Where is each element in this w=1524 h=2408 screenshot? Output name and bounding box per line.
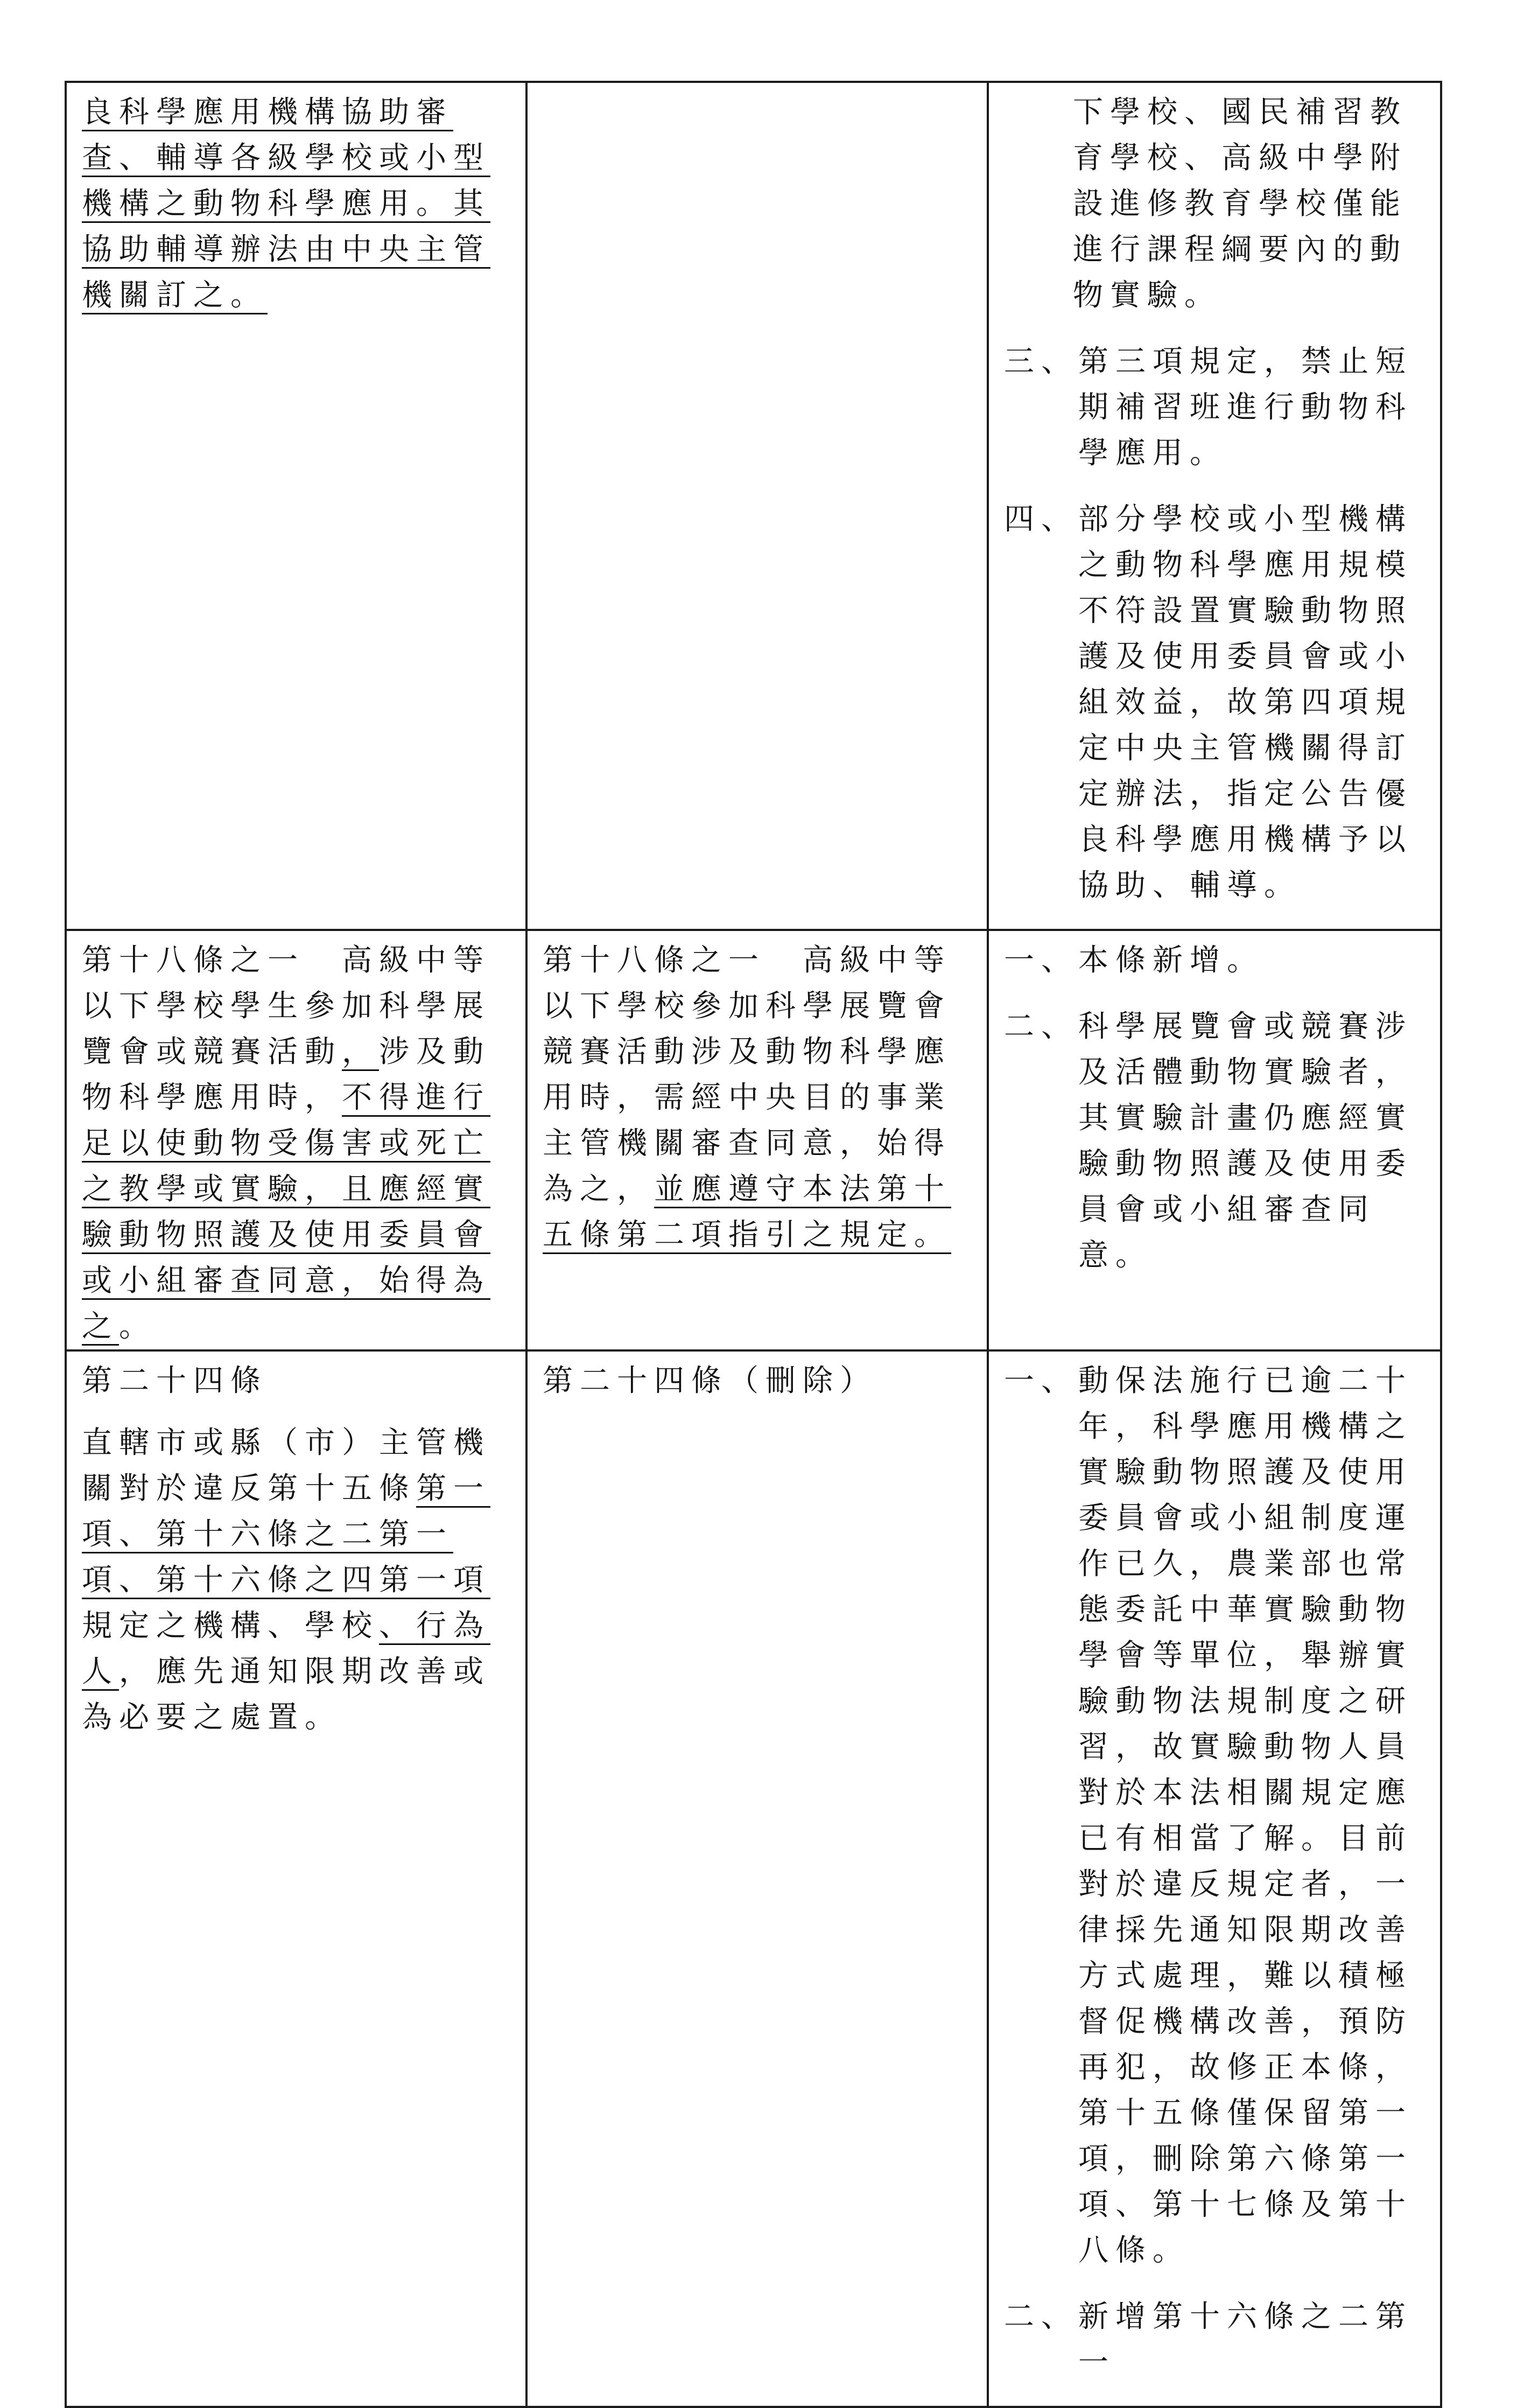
explanation-continuation: 下學校、國民補習教育學校、高級中學附設進修教育學校僅能進行課程綱要內的動物實驗。	[1073, 95, 1407, 313]
item-text: 部分學校或小型機構之動物科學應用規模不符設置實驗動物照護及使用委員會或小組效益，故第四項規定中央主管機關得訂定辦法，指定公告優良科學應用機構予以協助、輔導。	[1078, 502, 1413, 903]
underlined-segment: 第一項、第十六條之二第一項、第十六條之四第一項	[82, 1471, 490, 1598]
underlined-segment: 、行為人	[82, 1608, 490, 1689]
explanation-item	[1004, 1004, 1425, 1278]
table-row	[66, 930, 1441, 1350]
item-marker: 四、	[1004, 502, 1078, 537]
item-text: 新增第十六條之二第一	[1078, 2299, 1413, 2380]
text-segment: 第二十四條（刪除）	[543, 1363, 877, 1398]
explanation-cell	[988, 930, 1441, 1350]
explanation-item	[1004, 339, 1425, 476]
underlined-segment: 並應遵守本法第十五條第二項指引之規定。	[543, 1172, 951, 1252]
item-marker: 一、	[1004, 1363, 1078, 1398]
underlined-segment: ，	[342, 1034, 379, 1069]
item-text: 本條新增。	[1078, 943, 1264, 978]
current-cell	[526, 930, 988, 1350]
explanation-item	[1004, 937, 1425, 983]
item-marker: 一、	[1004, 943, 1078, 978]
amended-cell	[66, 82, 526, 930]
item-text: 動保法施行已逾二十年，科學應用機構之實驗動物照護及使用委員會或小組制度運作已久，農業部也常態委託中華實驗動物學會等單位，舉辦實驗動物法規制度之研習，故實驗動物人員對於本法相關規定應已有相當了解。目前對於違反規定者，一律採先通知限期改善方式處理，難以積極督促機構改善，預防再犯，故修正本條，第十五條僅保留第一項，刪除第六條第一項、第十七條及第十八條。	[1078, 1363, 1413, 2268]
current-text	[543, 1358, 972, 1404]
amended-cell	[66, 930, 526, 1350]
text-segment: 第十八條之一 高級中等以下學校學生參加科學展覽會或競賽活動	[82, 943, 490, 1069]
text-segment: 第十八條之一 高級中等以下學校參加科學展覽會競賽活動涉及動物科學應用時，需經中央目的事業主管機關審查同意，始得為之，	[543, 943, 951, 1207]
comparison-table	[65, 81, 1442, 2408]
explanation-item	[1004, 496, 1425, 908]
explanation-item	[1004, 2294, 1425, 2385]
amended-text	[82, 937, 510, 1349]
item-marker: 三、	[1004, 344, 1078, 379]
item-marker: 二、	[1004, 1009, 1078, 1044]
current-cell	[526, 1350, 988, 2407]
text-segment: 直轄市或縣（市）主管機關對於違反第十五條	[82, 1425, 490, 1506]
item-text: 科學展覽會或競賽涉及活體動物實驗者，其實驗計畫仍應經實驗動物照護及使用委員會或小組審查同意。	[1078, 1009, 1413, 1273]
table-row	[66, 82, 1441, 930]
current-text	[543, 937, 972, 1258]
amended-text	[82, 89, 510, 318]
amended-text	[82, 1420, 510, 1740]
explanation-cell	[988, 1350, 1441, 2407]
text-segment: 規定之機構、學校	[82, 1608, 379, 1643]
article-title: 第二十四條	[82, 1363, 268, 1398]
explanation-cell	[988, 82, 1441, 930]
item-text: 第三項規定，禁止短期補習班進行動物科學應用。	[1078, 344, 1413, 471]
explanation-item	[1004, 1358, 1425, 2273]
text-segment: ，應先通知限期改善或為必要之處置。	[82, 1654, 490, 1735]
text-segment: 涉及動物科學應用時，	[82, 1034, 490, 1115]
underlined-segment: 不得進行足以使動物受傷害或死亡之教學或實驗，且應經實驗動物照護及使用委員會或小組審查同意，始得為之	[82, 1080, 490, 1344]
amended-cell	[66, 1350, 526, 2407]
table-row	[66, 1350, 1441, 2407]
text-segment: 。	[119, 1309, 156, 1344]
current-cell	[526, 82, 988, 930]
item-marker: 二、	[1004, 2299, 1078, 2334]
underlined-segment: 良科學應用機構協助審查、輔導各級學校或小型機構之動物科學應用。其協助輔導辦法由中央主管機關訂之。	[82, 95, 490, 313]
